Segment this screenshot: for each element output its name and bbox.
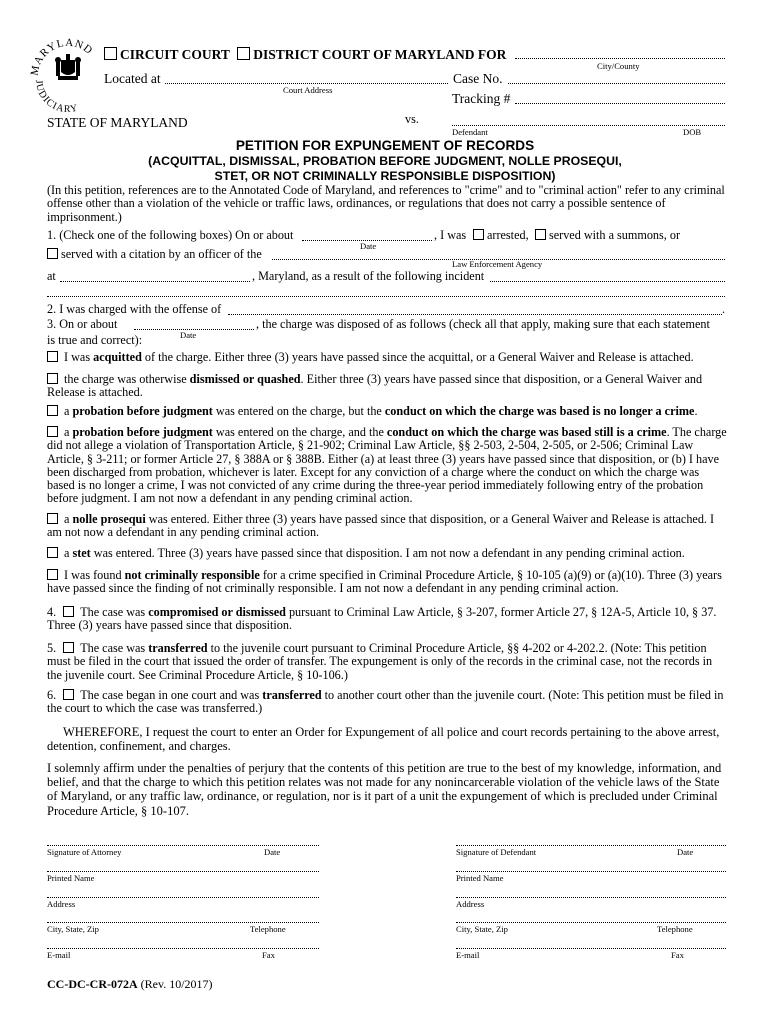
- item2-text: 2. I was charged with the offense of: [47, 302, 222, 316]
- pbj-no-longer-crime-checkbox[interactable]: [47, 405, 58, 416]
- defendant-printed-name-field[interactable]: [456, 871, 726, 872]
- location-field[interactable]: [60, 281, 250, 282]
- summons-label: served with a summons, or: [549, 228, 680, 242]
- ncr-text-b: not criminally responsible: [124, 568, 260, 582]
- item6-paragraph: [47, 689, 729, 716]
- court-selection-row: [104, 47, 506, 61]
- attorney-email-caption: E-mail: [47, 950, 71, 960]
- defendant-city-field[interactable]: [456, 922, 726, 923]
- arrested-checkbox[interactable]: [473, 229, 484, 240]
- nolle-text-c: was entered. Either three (3) years have passed since that disposition, or a General Waiver and Release is attached. I am not now a defendant in any pending criminal action.: [47, 512, 715, 540]
- district-court-checkbox[interactable]: [237, 47, 250, 60]
- pbj2-text-b: probation before judgment: [72, 425, 213, 439]
- defendant-address-field[interactable]: [456, 897, 726, 898]
- item5-number: 5.: [47, 641, 57, 655]
- tracking-field[interactable]: [515, 103, 725, 104]
- pbj2-text-d: conduct on which the charge was based still is a crime: [386, 425, 667, 439]
- option-pbj-still-crime: [47, 426, 729, 506]
- option-stet: [47, 547, 729, 560]
- pbj1-text-a: a: [64, 404, 73, 418]
- city-county-caption: City/County: [597, 61, 640, 71]
- arrested-option: [473, 229, 529, 242]
- item6-text-c: to another court other than the juvenile court. (Note: This petition must be filed in the court to which the case was transferred.): [47, 688, 724, 716]
- option-acquitted: [47, 351, 729, 364]
- form-id: CC-DC-CR-072A: [47, 977, 138, 991]
- court-address-caption: Court Address: [283, 85, 333, 95]
- item4-paragraph: [47, 606, 729, 633]
- petition-title: PETITION FOR EXPUNGEMENT OF RECORDS: [235, 138, 535, 153]
- option-dismissed: [47, 373, 729, 400]
- located-at-label: Located at: [104, 71, 161, 86]
- circuit-court-checkbox[interactable]: [104, 47, 117, 60]
- nolle-text-b: nolle prosequi: [72, 512, 146, 526]
- seal-bottom-text: JUDICIARY: [32, 79, 80, 112]
- item6-checkbox[interactable]: [63, 689, 74, 700]
- affirmation-paragraph: I solemnly affirm under the penalties of perjury that the contents of this petition are true to the best of my knowledge, information, and belief, and that the charge to which this petition relates was not made for any nonincarcerable violation of the vehicle laws of the State of Maryland, or any traffic law, ordinance, or regulation, nor is it part of a unit the expungement of which is precluded under Criminal Procedure Article, § 10-107.: [47, 761, 722, 818]
- option-not-criminally-responsible: [47, 569, 729, 596]
- defendant-caption: Defendant: [452, 127, 488, 137]
- item5-text-c: to the juvenile court pursuant to Criminal Procedure Article, §§ 4-202 or 4-202.2. (Note: This petition must be filed in the court that issued the order of transfer. The expungement is only of the records in the criminal case, not the records in the juvenile court. See Criminal Procedure Article, § 10-106.): [47, 641, 713, 682]
- defendant-telephone-caption: Telephone: [657, 924, 693, 934]
- item4-text-a: The case was: [80, 605, 149, 619]
- item5-text-a: The case was: [80, 641, 149, 655]
- dismissed-text-a: the charge was otherwise: [64, 372, 190, 386]
- nolle-prosequi-checkbox[interactable]: [47, 513, 58, 524]
- item1-at: at: [47, 269, 56, 283]
- pbj1-text-d: conduct on which the charge was based is no longer a crime: [384, 404, 695, 418]
- offense-field[interactable]: [228, 314, 722, 315]
- stet-checkbox[interactable]: [47, 547, 58, 558]
- stet-text-b: stet: [72, 546, 91, 560]
- defendant-email-field[interactable]: [456, 948, 726, 949]
- pbj2-text-a: a: [64, 425, 73, 439]
- item3-date-caption: Date: [180, 330, 197, 340]
- acquitted-text-c: of the charge. Either three (3) years have passed since the acquittal, or a General Waiver and Release is attached.: [141, 350, 694, 364]
- dismissed-text-c: . Either three (3) years have passed since that disposition, or a General Waiver and Release is attached.: [47, 372, 703, 400]
- dismissed-checkbox[interactable]: [47, 373, 58, 384]
- item6-number: 6.: [47, 688, 57, 702]
- ncr-text-a: I was found: [64, 568, 125, 582]
- stet-text-a: a: [64, 546, 73, 560]
- item2-end: .: [722, 302, 726, 316]
- dismissed-text-b: dismissed or quashed: [189, 372, 301, 386]
- attorney-printed-name-field[interactable]: [47, 871, 319, 872]
- state-label: STATE OF MARYLAND: [47, 115, 188, 130]
- defendant-signature-caption: Signature of Defendant: [456, 847, 537, 857]
- seal-top-text: MARYLAND: [28, 36, 96, 77]
- item3-text-b: , the charge was disposed of as follows (check all that apply, making sure that each statement: [256, 317, 710, 331]
- incident-field-1[interactable]: [490, 281, 725, 282]
- pbj2-text-c: was entered on the charge, and the: [212, 425, 387, 439]
- attorney-email-field[interactable]: [47, 948, 319, 949]
- attorney-signature-caption: Signature of Attorney: [47, 847, 122, 857]
- attorney-city-caption: City, State, Zip: [47, 924, 99, 934]
- pbj1-text-e: .: [694, 404, 698, 418]
- item3-text-c: is true and correct):: [47, 333, 143, 347]
- tracking-label: Tracking #: [452, 91, 511, 106]
- item1-text-c: , Maryland, as a result of the following incident: [252, 269, 485, 283]
- item4-text-c: pursuant to Criminal Law Article, § 3-207, former Article 27, § 12A-5, Article 10, § 37. Three (3) years have passed since that disposition.: [47, 605, 717, 633]
- item1-text-a: 1. (Check one of the following boxes) On or about: [47, 228, 294, 242]
- form-footer: [47, 978, 213, 991]
- court-address-field[interactable]: [165, 83, 448, 84]
- item5-checkbox[interactable]: [63, 642, 74, 653]
- option-pbj-no-longer-crime: [47, 405, 729, 418]
- ncr-text-c: for a crime specified in Criminal Procedure Article, § 10-105 (a)(9) or (a)(10). Three (3) years have passed since the finding of not criminally responsible. I am not now a defendant in any pending criminal action.: [47, 568, 722, 596]
- defendant-address-caption: Address: [456, 899, 485, 909]
- attorney-telephone-caption: Telephone: [250, 924, 286, 934]
- maryland-judiciary-seal-icon: [28, 32, 108, 112]
- item5-paragraph: [47, 642, 729, 682]
- item1-date-caption: Date: [360, 241, 377, 251]
- pbj2-text-e: . The charge did not allege a violation of Transportation Article, § 21-902; Criminal Law Article, §§ 2-503, 2-504, 2-505, or 2-506; Criminal Law Article, § 3-211; or former Article 27, § 388A or § 388B. Either (a) at least three (3) years have passed since that disposition, or (b) I have been discharged from probation, whichever is later. Except for any conviction of a charge where the conduct on which the charge was based is no longer a crime, I was not convicted of any crime during the three-year period immediately following entry of the probation before judgment. I am not now a defendant in any pending criminal action.: [47, 425, 727, 506]
- acquitted-text-a: I was: [64, 350, 94, 364]
- nolle-text-a: a: [64, 512, 73, 526]
- item6-text-a: The case began in one court and was: [80, 688, 263, 702]
- attorney-printed-name-caption: Printed Name: [47, 873, 95, 883]
- defendant-city-caption: City, State, Zip: [456, 924, 508, 934]
- district-court-label: DISTRICT COURT OF MARYLAND FOR: [253, 47, 507, 62]
- vs-label: vs.: [405, 112, 419, 126]
- svg-text:JUDICIARY: [33, 79, 80, 112]
- dob-caption: DOB: [683, 127, 702, 137]
- arrested-label: arrested,: [487, 228, 529, 242]
- citation-label: served with a citation by an officer of the: [61, 247, 262, 261]
- option-nolle-prosequi: [47, 513, 729, 540]
- item4-text-b: compromised or dismissed: [148, 605, 286, 619]
- citation-checkbox[interactable]: [47, 248, 58, 259]
- circuit-court-label: CIRCUIT COURT: [120, 47, 230, 62]
- stet-text-c: was entered. Three (3) years have passed since that disposition. I am not now a defendant in any pending criminal action.: [90, 546, 685, 560]
- defendant-date-caption: Date: [677, 847, 694, 857]
- ncr-checkbox[interactable]: [47, 569, 58, 580]
- attorney-city-field[interactable]: [47, 922, 319, 923]
- acquitted-text-b: acquitted: [93, 350, 142, 364]
- acquitted-checkbox[interactable]: [47, 351, 58, 362]
- item6-text-b: transferred: [262, 688, 322, 702]
- attorney-signature-field[interactable]: [47, 845, 319, 846]
- summons-option: [535, 229, 680, 242]
- attorney-fax-caption: Fax: [262, 950, 275, 960]
- pbj1-text-c: was entered on the charge, but the: [212, 404, 385, 418]
- defendant-email-caption: E-mail: [456, 950, 480, 960]
- form-revision: (Rev. 10/2017): [137, 977, 213, 991]
- defendant-signature-field[interactable]: [456, 845, 726, 846]
- attorney-date-caption: Date: [264, 847, 281, 857]
- city-county-field[interactable]: [515, 58, 725, 59]
- item4-number: 4.: [47, 605, 57, 619]
- item1-text-b: , I was: [434, 228, 467, 242]
- intro-paragraph: (In this petition, references are to the Annotated Code of Maryland, and references to "crime" and to "criminal action" refer to any criminal offense other than a violation of the vehicle or traffic laws, ordinances, or regulations that does not carry a possible sentence of imprisonment.): [47, 183, 725, 224]
- petition-subtitle-1: (ACQUITTAL, DISMISSAL, PROBATION BEFORE JUDGMENT, NOLLE PROSEQUI,: [148, 154, 622, 168]
- pbj1-text-b: probation before judgment: [72, 404, 213, 418]
- incident-field-2[interactable]: [47, 296, 725, 297]
- case-no-label: Case No.: [453, 71, 503, 86]
- pbj-still-crime-checkbox[interactable]: [47, 426, 58, 437]
- item3-text-a: 3. On or about: [47, 317, 118, 331]
- item4-checkbox[interactable]: [63, 606, 74, 617]
- agency-caption: Law Enforcement Agency: [452, 259, 543, 269]
- case-no-field[interactable]: [508, 83, 725, 84]
- defendant-printed-name-caption: Printed Name: [456, 873, 504, 883]
- petition-subtitle-2: STET, OR NOT CRIMINALLY RESPONSIBLE DISPOSITION): [214, 169, 556, 183]
- attorney-address-caption: Address: [47, 899, 76, 909]
- summons-checkbox[interactable]: [535, 229, 546, 240]
- attorney-address-field[interactable]: [47, 897, 319, 898]
- citation-option: [47, 248, 262, 261]
- item5-text-b: transferred: [148, 641, 208, 655]
- defendant-fax-caption: Fax: [671, 950, 684, 960]
- defendant-field[interactable]: [452, 125, 725, 126]
- wherefore-paragraph: WHEREFORE, I request the court to enter an Order for Expungement of all police and court records pertaining to the above arrest, detention, confinement, and charges.: [47, 725, 720, 753]
